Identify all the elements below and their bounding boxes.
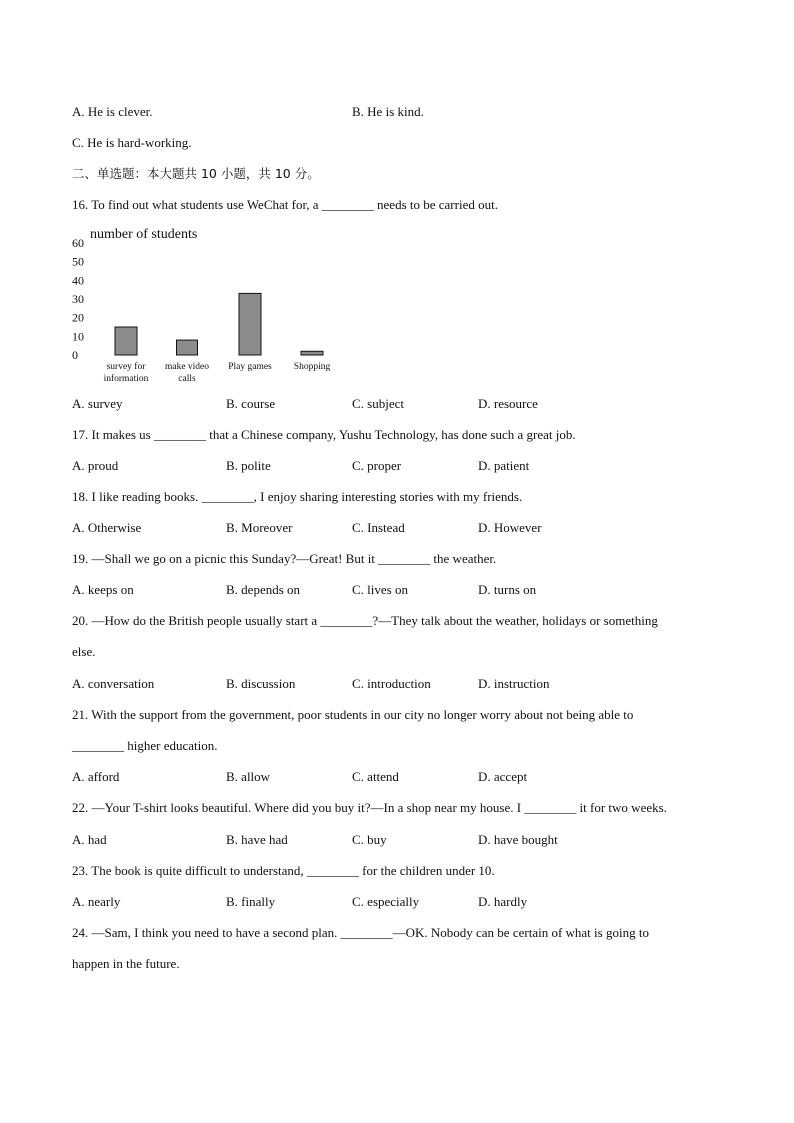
q22-option-a: A. had xyxy=(72,832,107,847)
q16-option-b: B. course xyxy=(226,396,276,411)
question-20-text-cont: else. xyxy=(72,644,96,659)
y-tick-label: 10 xyxy=(72,329,84,344)
question-21-text-cont: ________ higher education. xyxy=(72,738,218,753)
question-19-text: 19. —Shall we go on a picnic this Sunday?—Great! But it ________ the weather. xyxy=(72,551,497,566)
q21-option-c: C. attend xyxy=(352,769,399,784)
question-24-text-cont: happen in the future. xyxy=(72,956,180,971)
x-tick-label: Play games xyxy=(228,362,272,372)
question-17-text: 17. It makes us ________ that a Chinese company, Yushu Technology, has done such a great job. xyxy=(72,427,576,442)
y-axis-ticks xyxy=(72,236,84,362)
q22-option-b: B. have had xyxy=(226,832,288,847)
question-23-text: 23. The book is quite difficult to understand, ________ for the children under 10. xyxy=(72,863,495,878)
y-tick-label: 30 xyxy=(72,292,84,306)
question-24-text: 24. —Sam, I think you need to have a second plan. ________—OK. Nobody can be certain of what is going to xyxy=(72,925,649,940)
q23-option-d: D. hardly xyxy=(478,894,528,909)
q18-option-a: A. Otherwise xyxy=(72,520,142,535)
q19-option-a: A. keeps on xyxy=(72,582,134,597)
q22-option-c: C. buy xyxy=(352,832,387,847)
q17-option-b: B. polite xyxy=(226,458,271,473)
bar xyxy=(115,327,137,355)
q18-option-c: C. Instead xyxy=(352,520,405,535)
q20-option-b: B. discussion xyxy=(226,676,296,691)
section-heading: 二、单选题：本大题共 10 小题，共 10 分。 xyxy=(72,166,320,181)
q16-option-c: C. subject xyxy=(352,396,404,411)
y-tick-label: 40 xyxy=(72,273,84,288)
bar xyxy=(239,293,261,355)
q20-option-c: C. introduction xyxy=(352,676,431,691)
chart-title: number of students xyxy=(90,227,198,242)
bars xyxy=(115,293,323,355)
q19-option-b: B. depends on xyxy=(226,582,301,597)
q23-option-c: C. especially xyxy=(352,894,420,909)
question-21-text: 21. With the support from the government, poor students in our city no longer worry about not being able to xyxy=(72,707,634,722)
x-tick-label: make video xyxy=(164,362,210,372)
bar xyxy=(301,351,323,355)
y-tick-label: 50 xyxy=(72,254,84,269)
q23-option-b: B. finally xyxy=(226,894,276,909)
bar-chart xyxy=(60,222,360,387)
q16-option-a: A. survey xyxy=(72,396,123,411)
q21-option-d: D. accept xyxy=(478,769,528,784)
q17-option-d: D. patient xyxy=(478,458,530,473)
q17-option-a: A. proud xyxy=(72,458,119,473)
y-tick-label: 20 xyxy=(72,310,84,325)
q20-option-d: D. instruction xyxy=(478,676,550,691)
x-axis-labels xyxy=(104,361,331,384)
q21-option-b: B. allow xyxy=(226,769,271,784)
question-16-text: 16. To find out what students use WeChat for, a ________ needs to be carried out. xyxy=(72,197,498,212)
x-tick-label: information xyxy=(103,374,149,384)
q15-option-b: B. He is kind. xyxy=(352,104,424,119)
q22-option-d: D. have bought xyxy=(478,832,558,847)
q15-option-c: C. He is hard-working. xyxy=(72,135,192,150)
question-22-text: 22. —Your T-shirt looks beautiful. Where did you buy it?—In a shop near my house. I ________ it for two weeks. xyxy=(72,800,667,815)
q19-option-c: C. lives on xyxy=(352,582,408,597)
q18-option-b: B. Moreover xyxy=(226,520,293,535)
q21-option-a: A. afford xyxy=(72,769,120,784)
question-20-text: 20. —How do the British people usually start a ________?—They talk about the weather, holidays or something xyxy=(72,613,658,628)
bar xyxy=(177,340,198,355)
q18-option-d: D. However xyxy=(478,520,542,535)
question-18-text: 18. I like reading books. ________, I enjoy sharing interesting stories with my friends. xyxy=(72,489,523,504)
y-tick-label: 0 xyxy=(72,348,78,362)
q15-option-a: A. He is clever. xyxy=(72,104,153,119)
x-tick-label: Shopping xyxy=(293,362,331,372)
q16-option-d: D. resource xyxy=(478,396,538,411)
q19-option-d: D. turns on xyxy=(478,582,537,597)
x-tick-label: calls xyxy=(178,374,196,384)
q23-option-a: A. nearly xyxy=(72,894,121,909)
y-tick-label: 60 xyxy=(72,236,84,250)
q17-option-c: C. proper xyxy=(352,458,402,473)
q20-option-a: A. conversation xyxy=(72,676,155,691)
x-tick-label: survey for xyxy=(106,362,146,372)
